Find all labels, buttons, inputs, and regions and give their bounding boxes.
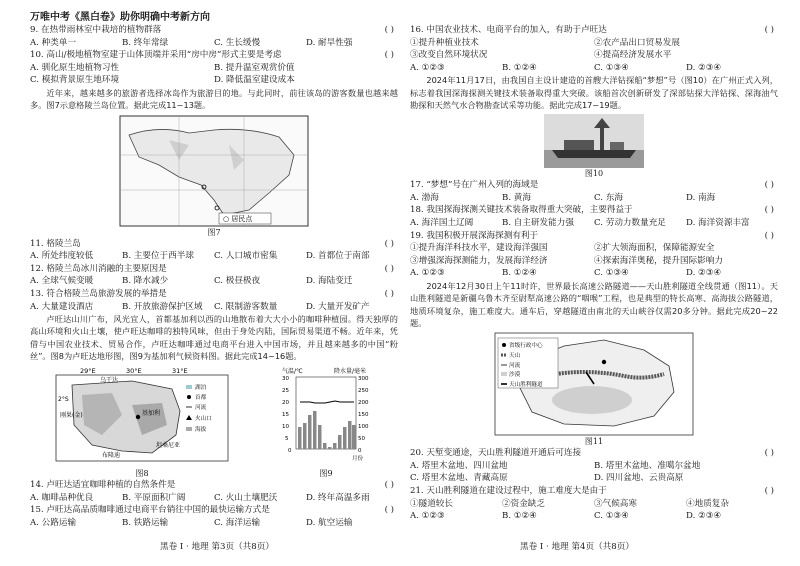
svg-text:50: 50 <box>358 436 365 443</box>
svg-text:300: 300 <box>358 376 369 383</box>
options-15: A. 公路运输 B. 铁路运输 C. 海洋运输 D. 航空运输 <box>30 517 353 528</box>
svg-text:乌干达: 乌干达 <box>100 377 119 385</box>
options-14: A. 咖啡品种优良 B. 平原面积广阔 C. 火山土壤肥沃 D. 终年高温多雨 <box>30 492 370 503</box>
answer-bracket: ( ) <box>384 50 394 61</box>
svg-text:首都: 首都 <box>195 395 207 402</box>
svg-text:布隆迪: 布隆迪 <box>102 452 121 460</box>
choices-21: A. ①②③ B. ①②④ C. ①③④ D. ②③④ <box>410 511 722 522</box>
svg-text:10: 10 <box>282 424 289 431</box>
question-12: 12. 格陵兰岛冰川消融的主要原因是 ( ) <box>30 263 398 276</box>
choices-16: A. ①②③ B. ①②④ C. ①③④ D. ②③④ <box>410 62 722 73</box>
options-11: A. 所处纬度较低 B. 主要位于西半球 C. 人口城市密集 D. 首都位于南部 <box>30 251 370 262</box>
question-11: 11. 格陵兰岛 ( ) <box>30 238 398 251</box>
figure-9-caption: 图9 <box>319 468 333 478</box>
question-10: 10. 高山/极地植物室建于山体顶端并采用“房中房”形式主要是考虑 ( ) <box>30 49 398 62</box>
svg-text:降水量/毫米: 降水量/毫米 <box>334 368 367 376</box>
answer-bracket: ( ) <box>764 180 774 191</box>
svg-text:月份: 月份 <box>352 456 364 463</box>
svg-text:30: 30 <box>282 376 289 383</box>
svg-text:天山: 天山 <box>509 353 521 360</box>
svg-text:30°E: 30°E <box>126 367 142 376</box>
question-15: 15. 卢旺达高品质咖啡通过电商平台销往中国的最快运输方式是 ( ) <box>30 504 398 517</box>
figure-10-drilling-ship <box>544 114 644 168</box>
left-column: 9. 在热带雨林室中栽培的植物群落 ( ) A. 种类单一 B. 终年常绿 C. 生长缓慢 D. 耐旱性强 10. 高山/极地植物室建于山体顶端并采用“房中房”形式主要是考虑 ( ) A. 驯化原生地植物习性 B. 提升温室观赏价值 C. 模拟背景原生地环境 D. 降低温室建设成本 近年来，越来越多的旅游者选择冰岛作为旅游目的地。与此同时，前往该岛的游客数量也越来越多。图7示意格陵兰岛位置。据此完成11~13题。 ○ 居民点 图7 11. 格陵兰岛 ( ) A. 所处纬度较低 B. 主要位于西半球 C. 人口城市密集 D. 首都位于南部 12. 格陵兰岛冰川消融的主要原因是 ( ) A. 全球气候变暖 B. 降水减少 C. 极昼极夜 D. 海陆变迁 13. 符合格陵兰岛旅游发展的举措是 ( ) A. 大量建设酒店 B. 开放旅游保护区域 C. 限制游客数量 D. 大量开发矿产 卢旺达山川广布，风光宜人，首都基加利以西的山地散布着大大小小的咖啡种植园。得天独厚的高山环境和火山土壤，使卢旺达咖啡的独特风味，但由于身处内陆，国际贸易渠道不畅。近年来，凭借与中国农业技术、贸易合作，卢旺达咖啡通过电商平台进入中国市场，并且越来越多的中国“粉丝”。图8为卢旺达地形图，图9为基加利气候资料图。据此完成14~16题。 29°E 30°E 31°E 乌干达 刚果(金) 坦桑尼亚 布隆迪 基加利 2°S 湖泊 首都 河流 火山口 海拔 图8 气温/℃ 降水量/毫米 30 25 20 15 10 5 0 300 250 200 150 100 50 0 月份 图9 14. 卢旺达适宜咖啡种植的自然条件是 ( ) A. 咖啡品种优良 B. 平原面积广阔 C. 火山土壤肥沃 D. 终年高温多雨 15. 卢旺达高品质咖啡通过电商平台销往中国的最快运输方式是 ( ) A. 公路运输 B. 铁路运输 C. 海洋运输 D. 航空运输 <box>30 25 398 528</box>
options-13: A. 大量建设酒店 B. 开放旅游保护区域 C. 限制游客数量 D. 大量开发矿产 <box>30 301 370 312</box>
svg-text:海拔: 海拔 <box>195 427 207 434</box>
options-17: A. 渤海 B. 黄海 C. 东海 D. 南海 <box>410 192 716 203</box>
svg-text:150: 150 <box>358 412 369 419</box>
svg-text:250: 250 <box>358 388 369 395</box>
answer-bracket: ( ) <box>384 505 394 516</box>
question-20: 20. 天堑变通途，天山胜利隧道开通后可连接 ( ) <box>410 447 778 460</box>
svg-text:河流: 河流 <box>195 405 207 412</box>
right-column: 16. 中国农业技术、电商平台的加入，有助于卢旺达 ( ) ①提升种植业技术 ②农产品出口贸易发展 ③改变自然环境状况 ④提高经济发展水平 A. ①②③ B. ①②④ C. ①③④ D. ②③④ 2024年11月17日，由我国自主设计建造的首艘大洋钻探船“梦想”号（图10）在广州正式入列，标志着我国深海探测关键技术装备取得重大突破。该船首次创新研发了深部钻探大洋钻探、深海油气勘探和天然气水合物勘查试采等功能。据此完成17~19题。 图10 17. “梦想”号在广州入列的海域是 ( ) A. 渤海 B. 黄海 C. 东海 D. 南海 18. 我国探海探测关键技术装备取得重大突破，主要得益于 ( ) A. 海洋国土辽阔 B. 自主研发能力强 C. 劳动力数量充足 D. 海洋资源丰富 19. 我国积极开展深海探测有利于 ( ) ①提升海洋科技水平，建设海洋强国 ②扩大领海面积，保障能源安全 ③增强深海探测能力，发展海洋经济 ④探索海洋奥秘，提升国际影响力 A. ①②③ B. ①②④ C. ①③④ D. ②③④ 2024年12月30日上午11时许，世界最长高速公路隧道——天山胜利隧道全线贯通（图11）。天山胜利隧道是新疆乌鲁木齐至尉犁高速公路的“咽喉”工程，也是典型的特长高寒、高海拔公路隧道，地质环境复杂，施工难度大。通车后，穿越隧道由南北的天山峡谷仅需20多分钟。据此完成20~22题。 省级行政中心 天山 河流 沙漠 天山胜利隧道 图11 20. 天堑变通途，天山胜利隧道开通后可连接 ( ) A. 塔里木盆地、四川盆地 B. 塔里木盆地、准噶尔盆地 C. 塔里木盆地、青藏高原 D. 四川盆地、云贵高原 21. 天山胜利隧道在建设过程中，施工难度大是由于 ( ) ①隧道较长 ②资金缺乏 ③气候高寒 ④地质复杂 A. ①②③ B. ①②④ C. ①③④ D. ②③④ <box>410 25 778 522</box>
answer-bracket: ( ) <box>764 205 774 216</box>
answer-bracket: ( ) <box>384 288 394 299</box>
figure-8-rwanda-map <box>52 365 232 479</box>
passage-14-16: 卢旺达山川广布，风光宜人，首都基加利以西的山地散布着大大小小的咖啡种植园。得天独厚的高山环境和火山土壤，使卢旺达咖啡的独特风味，但由于身处内陆，国际贸易渠道不畅。近年来，凭借与中国农业技术、贸易合作，卢旺达咖啡通过电商平台进入中国市场，并且越来越多的中国“粉丝”。图8为卢旺达地形图，图9为基加利气候资料图。据此完成14~16题。 <box>30 314 398 362</box>
footer-right: 黑卷 I · 地理 第4页（共8页） <box>520 542 634 552</box>
passage-17-19: 2024年11月17日，由我国自主设计建造的首艘大洋钻探船“梦想”号（图10）在广州正式入列，标志着我国深海探测关键技术装备取得重大突破。该船首次创新研发了深部钻探大洋钻探、深海油气勘探和天然气水合物勘查试采等功能。据此完成17~19题。 <box>410 75 778 110</box>
figure-7-legend: ○ 居民点 <box>223 214 253 223</box>
footer-left: 黑卷 I · 地理 第3页（共8页） <box>160 542 274 552</box>
figure-8-caption: 图8 <box>135 468 149 478</box>
svg-text:0: 0 <box>288 448 292 455</box>
svg-text:5: 5 <box>285 436 289 443</box>
svg-text:火山口: 火山口 <box>195 416 212 423</box>
answer-bracket: ( ) <box>384 25 394 35</box>
answer-bracket: ( ) <box>764 448 774 459</box>
question-13: 13. 符合格陵兰岛旅游发展的举措是 ( ) <box>30 288 398 301</box>
svg-text:200: 200 <box>358 400 369 407</box>
answer-bracket: ( ) <box>764 25 774 35</box>
svg-text:河流: 河流 <box>509 363 521 370</box>
question-14: 14. 卢旺达适宜咖啡种植的自然条件是 ( ) <box>30 479 398 492</box>
options-18: A. 海洋国土辽阔 B. 自主研发能力强 C. 劳动力数量充足 D. 海洋资源丰富 <box>410 218 750 229</box>
passage-11-13: 近年来，越来越多的旅游者选择冰岛作为旅游目的地。与此同时，前往该岛的游客数量也越来越多。图7示意格陵兰岛位置。据此完成11~13题。 <box>30 87 398 111</box>
svg-text:0: 0 <box>358 448 362 455</box>
svg-text:100: 100 <box>358 424 369 431</box>
svg-text:天山胜利隧道: 天山胜利隧道 <box>509 382 543 389</box>
options-9: A. 种类单一 B. 终年常绿 C. 生长缓慢 D. 耐旱性强 <box>30 37 353 48</box>
svg-text:刚果(金): 刚果(金) <box>60 412 83 420</box>
svg-text:29°E: 29°E <box>80 367 96 376</box>
svg-text:坦桑尼亚: 坦桑尼亚 <box>156 442 181 450</box>
answer-bracket: ( ) <box>384 479 394 490</box>
answer-bracket: ( ) <box>384 263 394 274</box>
passage-20-22: 2024年12月30日上午11时许，世界最长高速公路隧道——天山胜利隧道全线贯通（图11）。天山胜利隧道是新疆乌鲁木齐至尉犁高速公路的“咽喉”工程，也是典型的特长高寒、高海拔公路隧道，地质环境复杂，施工难度大。通车后，穿越隧道由南北的天山峡谷仅需20多分钟。据此完成20~22题。 <box>410 281 778 328</box>
question-19: 19. 我国积极开展深海探测有利于 ( ) <box>410 230 778 243</box>
figure-11-xinjiang-map <box>494 332 694 436</box>
figure-11-caption: 图11 <box>584 437 604 447</box>
svg-text:基加利: 基加利 <box>142 410 161 418</box>
figure-7-greenland-map <box>119 115 309 227</box>
svg-text:15: 15 <box>282 412 289 419</box>
svg-text:20: 20 <box>282 400 289 407</box>
svg-text:2°S: 2°S <box>58 396 69 404</box>
svg-text:25: 25 <box>282 388 289 395</box>
svg-text:沙漠: 沙漠 <box>509 372 521 379</box>
question-17: 17. “梦想”号在广州入列的海域是 ( ) <box>410 179 778 192</box>
svg-text:31°E: 31°E <box>172 367 188 376</box>
question-16: 16. 中国农业技术、电商平台的加入，有助于卢旺达 ( ) <box>410 24 778 37</box>
options-12: A. 全球气候变暖 B. 降水减少 C. 极昼极夜 D. 海陆变迁 <box>30 276 353 287</box>
options-10: A. 驯化原生地植物习性 B. 提升温室观赏价值 <box>30 62 295 73</box>
figure-7-caption: 图7 <box>207 227 221 237</box>
question-21: 21. 天山胜利隧道在建设过程中，施工难度大是由于 ( ) <box>410 485 778 498</box>
figure-10-caption: 图10 <box>584 169 604 179</box>
question-9: 9. 在热带雨林室中栽培的植物群落 ( ) <box>30 24 398 37</box>
svg-text:气温/℃: 气温/℃ <box>282 368 303 376</box>
question-18: 18. 我国探海探测关键技术装备取得重大突破，主要得益于 ( ) <box>410 204 778 217</box>
answer-bracket: ( ) <box>764 230 774 241</box>
answer-bracket: ( ) <box>764 485 774 496</box>
svg-text:省级行政中心: 省级行政中心 <box>509 343 543 350</box>
choices-19: A. ①②③ B. ①②④ C. ①③④ D. ②③④ <box>410 268 722 279</box>
page-header: 万唯中考《黑白卷》助你明确中考新方向 <box>30 12 210 23</box>
answer-bracket: ( ) <box>384 238 394 249</box>
figure-9-climate-chart <box>276 365 376 479</box>
svg-text:湖泊: 湖泊 <box>195 385 207 392</box>
